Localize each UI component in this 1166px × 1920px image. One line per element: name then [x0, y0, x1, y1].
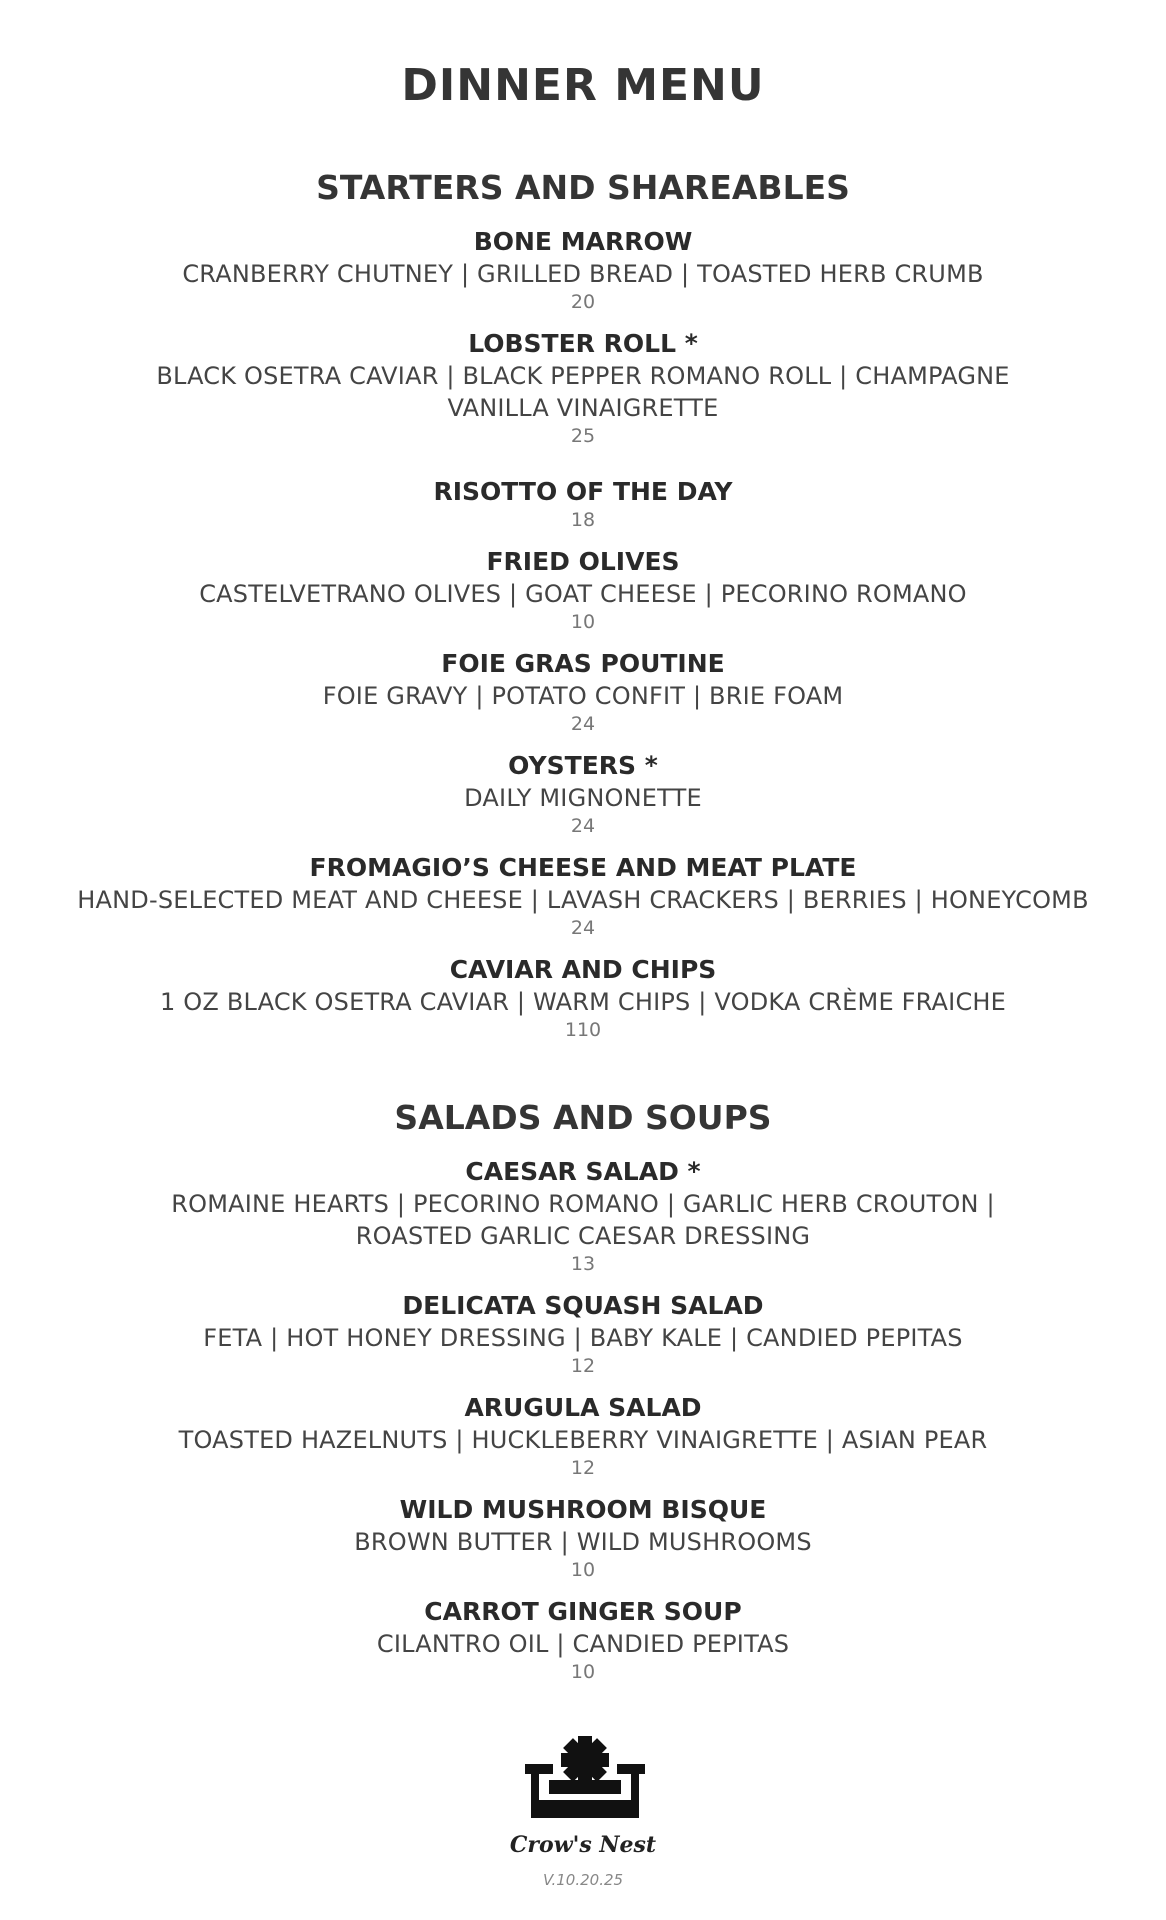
menu-item — [0, 328, 1166, 448]
section-heading-salads — [0, 1096, 1166, 1140]
item-price: 10 — [570, 1661, 596, 1683]
item-description: HAND-SELECTED MEAT AND CHEESE | LAVASH CRACKERS | BERRIES | HONEYCOMB — [77, 886, 1089, 914]
item-description: CRANBERRY CHUTNEY | GRILLED BREAD | TOASTED HERB CRUMB — [182, 260, 984, 288]
item-description: TOASTED HAZELNUTS | HUCKLEBERRY VINAIGRETTE | ASIAN PEAR — [178, 1426, 988, 1454]
section-title: STARTERS AND SHAREABLES — [316, 168, 850, 207]
item-description: ROASTED GARLIC CAESAR DRESSING — [355, 1222, 811, 1250]
menu-item — [0, 1290, 1166, 1378]
version-label: V.10.20.25 — [542, 1871, 624, 1889]
item-name: CARROT GINGER SOUP — [424, 1597, 742, 1626]
item-description: FOIE GRAVY | POTATO CONFIT | BRIE FOAM — [322, 682, 844, 710]
item-name: DELICATA SQUASH SALAD — [402, 1291, 764, 1320]
logo-text: Crow's Nest — [509, 1832, 657, 1858]
item-name: BONE MARROW — [473, 227, 693, 256]
menu-item — [0, 750, 1166, 838]
item-price: 18 — [570, 509, 596, 531]
item-price: 10 — [570, 1559, 596, 1581]
item-name: CAESAR SALAD * — [465, 1157, 701, 1186]
item-name: WILD MUSHROOM BISQUE — [399, 1495, 767, 1524]
item-name: CAVIAR AND CHIPS — [449, 955, 717, 984]
item-description: ROMAINE HEARTS | PECORINO ROMANO | GARLIC HERB CROUTON | — [171, 1190, 995, 1218]
section-title: SALADS AND SOUPS — [394, 1098, 772, 1137]
item-name: FROMAGIO’S CHEESE AND MEAT PLATE — [309, 853, 857, 882]
item-price: 24 — [570, 815, 596, 837]
item-price: 13 — [570, 1253, 596, 1275]
page-title: DINNER MENU — [401, 60, 765, 111]
item-name: FRIED OLIVES — [486, 547, 680, 576]
section-heading-starters — [0, 166, 1166, 210]
item-name: ARUGULA SALAD — [464, 1393, 702, 1422]
item-name: OYSTERS * — [508, 751, 658, 780]
item-description: BLACK OSETRA CAVIAR | BLACK PEPPER ROMANO ROLL | CHAMPAGNE — [156, 362, 1010, 390]
item-price: 10 — [570, 611, 596, 633]
item-price: 24 — [570, 713, 596, 735]
item-name: FOIE GRAS POUTINE — [441, 649, 725, 678]
item-name: LOBSTER ROLL * — [468, 329, 698, 358]
item-description: DAILY MIGNONETTE — [464, 784, 702, 812]
item-description: FETA | HOT HONEY DRESSING | BABY KALE | CANDIED PEPITAS — [203, 1324, 963, 1352]
menu-item — [0, 954, 1166, 1042]
item-description: VANILLA VINAIGRETTE — [447, 394, 719, 422]
menu-item — [0, 476, 1166, 532]
item-description: 1 OZ BLACK OSETRA CAVIAR | WARM CHIPS | VODKA CRÈME FRAICHE — [159, 988, 1007, 1016]
item-price: 24 — [570, 917, 596, 939]
menu-item — [0, 852, 1166, 940]
menu-item — [0, 1156, 1166, 1276]
menu-item — [0, 1596, 1166, 1684]
menu-item — [0, 546, 1166, 634]
item-price: 20 — [570, 291, 596, 313]
menu-item — [0, 1494, 1166, 1582]
item-description: CASTELVETRANO OLIVES | GOAT CHEESE | PECORINO ROMANO — [199, 580, 967, 608]
item-price: 12 — [570, 1355, 596, 1377]
menu-item — [0, 1392, 1166, 1480]
menu-item — [0, 226, 1166, 314]
menu-item — [0, 648, 1166, 736]
item-price: 12 — [570, 1457, 596, 1479]
item-description: CILANTRO OIL | CANDIED PEPITAS — [376, 1630, 790, 1658]
item-price: 25 — [570, 425, 596, 447]
item-price: 110 — [564, 1019, 602, 1041]
item-name: RISOTTO OF THE DAY — [433, 477, 733, 506]
item-description: BROWN BUTTER | WILD MUSHROOMS — [354, 1528, 812, 1556]
